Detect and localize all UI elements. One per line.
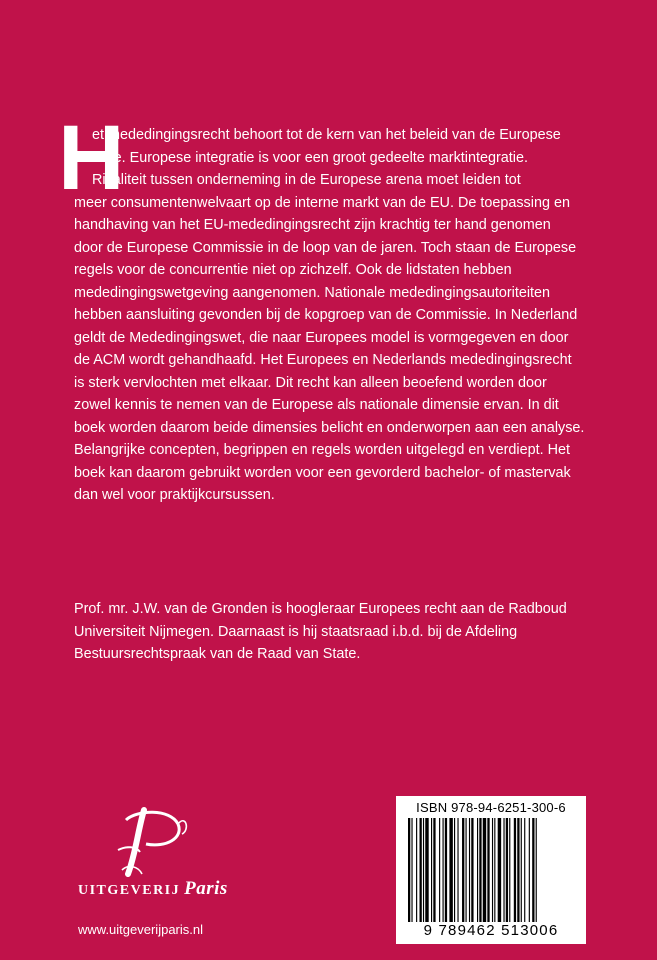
- barcode-bar: [408, 818, 410, 922]
- barcode-bar: [509, 818, 510, 922]
- barcode-bar: [466, 818, 467, 922]
- barcode-bar: [411, 818, 412, 922]
- barcode-bar: [416, 818, 417, 922]
- barcode-bar: [483, 818, 486, 922]
- barcode-bar: [498, 818, 501, 922]
- author-bio-line: Universiteit Nijmegen. Daarnaast is hij staatsraad i.b.d. bij de Afdeling: [74, 623, 518, 640]
- isbn-label: ISBN 978-94-6251-300-6: [416, 800, 566, 815]
- barcode-bar: [529, 818, 530, 922]
- barcode-bar: [492, 818, 493, 922]
- book-description: [74, 124, 594, 507]
- publisher-name-suffix: Paris: [184, 878, 228, 899]
- barcode-bar: [469, 818, 470, 922]
- isbn-barcode: [396, 796, 586, 944]
- description-line: handhaving van het EU-mededingingsrecht zijn krachtig ter hand genomen: [74, 217, 551, 233]
- barcode-bar: [521, 818, 522, 922]
- barcode-bar: [449, 818, 452, 922]
- publisher-name: [78, 878, 228, 900]
- barcode-bar: [423, 818, 424, 922]
- barcode-bar: [517, 818, 519, 922]
- barcode-bar: [443, 818, 444, 922]
- author-bio: [74, 598, 594, 666]
- barcode-bar: [524, 818, 525, 922]
- description-line: Belangrijke concepten, begrippen en regels worden uitgelegd en verdiept. Het: [74, 442, 571, 458]
- description-line: dan wel voor praktijkcursussen.: [74, 487, 275, 503]
- barcode-bar: [462, 818, 464, 922]
- author-bio-line: Prof. mr. J.W. van de Gronden is hoogleraar Europees recht aan de Radboud: [74, 601, 567, 617]
- description-line: door de Europese Commissie in de loop van de jaren. Toch staan de Europese: [74, 239, 577, 256]
- description-line: et mededingingsrecht behoort tot de kern van het beleid van de Europese: [92, 127, 561, 143]
- barcode-bar: [420, 818, 422, 922]
- barcode-bar: [536, 818, 537, 922]
- barcode-bar: [479, 818, 481, 922]
- author-bio-line: Bestuursrechtspraak van de Raad van State.: [74, 646, 361, 662]
- description-line: boek kan daarom gebruikt worden voor een gevorderd bachelor- of mastervak: [74, 464, 571, 481]
- barcode-bar: [487, 818, 489, 922]
- barcode-bar: [471, 818, 473, 922]
- description-line: Unie. Europese integratie is voor een groot gedeelte marktintegratie.: [92, 149, 528, 166]
- barcode-bars: [406, 818, 576, 922]
- barcode-bar: [431, 818, 432, 922]
- description-line: boek worden daarom beide dimensies belicht en onderworpen aan een analyse.: [74, 419, 585, 436]
- barcode-bar: [514, 818, 516, 922]
- description-line: zowel kennis te nemen van de Europese als nationale dimensie ervan. In dit: [74, 397, 559, 413]
- barcode-bar: [503, 818, 504, 922]
- barcode-bar: [477, 818, 478, 922]
- barcode-bar: [433, 818, 435, 922]
- description-line: meer consumentenwelvaart op de interne markt van de EU. De toepassing en: [74, 194, 570, 211]
- description-line: hebben aansluiting gevonden bij de kopgroep van de Commissie. In Nederland: [74, 307, 578, 323]
- publisher-name-prefix: UITGEVERIJ: [78, 883, 181, 898]
- publisher-website: www.uitgeverijparis.nl: [78, 922, 203, 937]
- barcode-bar: [457, 818, 458, 922]
- description-line: geldt de Mededingingswet, die naar Europees model is vormgegeven en door: [74, 329, 569, 346]
- barcode-bar: [506, 818, 508, 922]
- barcode-bar: [445, 818, 447, 922]
- barcode-bar: [532, 818, 534, 922]
- barcode-digits: 9 789462 513006: [423, 922, 559, 939]
- description-line: mededingingswetgeving aangenomen. Nationale mededingingsautoriteiten: [74, 284, 551, 301]
- barcode-bar: [425, 818, 428, 922]
- barcode-bar: [494, 818, 495, 922]
- barcode-bar: [454, 818, 455, 922]
- description-line: regels voor de concurrentie niet op zichzelf. Ook de lidstaten hebben: [74, 262, 512, 278]
- drop-cap: H: [58, 107, 125, 209]
- description-line: is sterk vervlochten met elkaar. Dit recht kan alleen beoefend worden door: [74, 374, 547, 391]
- barcode-bar: [439, 818, 440, 922]
- description-line: Rivaliteit tussen onderneming in de Europese arena moet leiden tot: [92, 172, 521, 188]
- description-line: de ACM wordt gehandhaafd. Het Europees en Nederlands mededingingsrecht: [74, 352, 572, 368]
